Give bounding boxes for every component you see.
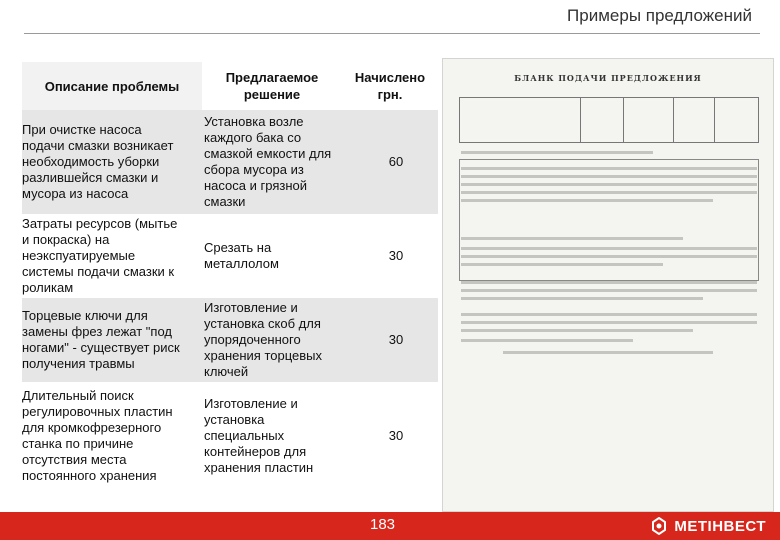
form-text-line — [461, 183, 757, 186]
solution-cell: Установка возле каждого бака со смазкой емкости для сбора мусора из насоса и грязной смазки — [204, 114, 332, 209]
form-text-line — [461, 175, 757, 178]
table-row — [22, 298, 438, 382]
form-header-cell — [674, 98, 714, 142]
form-text-line — [503, 351, 713, 354]
problem-cell: При очистке насоса подачи смазки возникает необходимость уборки разлившейся смазки и мусора из насоса — [22, 122, 174, 201]
table-row — [22, 110, 438, 214]
form-text-line — [461, 167, 757, 170]
solution-cell: Изготовление и установка специальных контейнеров для хранения пластин — [204, 396, 314, 475]
form-text-line — [461, 281, 757, 284]
form-title: БЛАНК ПОДАЧИ ПРЕДЛОЖЕНИЯ — [514, 73, 702, 83]
amount-cell: 30 — [388, 332, 404, 347]
amount-cell: 30 — [388, 248, 404, 263]
slide-title: Примеры предложений — [567, 6, 752, 25]
form-text-line — [461, 329, 693, 332]
form-header-cell — [460, 98, 581, 142]
table-row — [22, 384, 438, 488]
form-text-line — [461, 237, 683, 240]
brand-name: МЕТІНВЕСТ — [674, 517, 766, 535]
amount-cell: 60 — [388, 154, 404, 169]
form-text-line — [461, 313, 757, 316]
form-text-line — [461, 151, 653, 154]
amount-cell: 30 — [388, 428, 404, 443]
form-text-line — [461, 321, 757, 324]
form-text-line — [461, 255, 757, 258]
brand-mark-icon — [650, 517, 668, 535]
form-text-line — [461, 297, 703, 300]
form-header-cell — [715, 98, 758, 142]
form-header-cell — [624, 98, 674, 142]
col-header-problem: Описание проблемы — [22, 62, 202, 110]
solution-cell: Срезать на металлолом — [204, 240, 279, 271]
form-header-table — [459, 97, 759, 143]
scanned-proposal-form — [442, 58, 774, 512]
col-header-amount: Начислено грн. — [342, 62, 438, 110]
problem-cell: Затраты ресурсов (мытье и покраска) на неэкспуатируемые системы подачи смазки к роликам — [22, 216, 178, 295]
form-text-line — [461, 263, 663, 266]
form-text-line — [461, 199, 713, 202]
title-divider — [24, 33, 760, 34]
page-number: 183 — [370, 516, 396, 533]
table-row — [22, 214, 438, 298]
form-text-line — [461, 339, 633, 342]
brand-logo — [650, 517, 766, 535]
footer-bar — [0, 512, 780, 540]
form-header-cell — [581, 98, 623, 142]
col-header-solution: Предлагаемое решение — [202, 62, 342, 110]
solution-cell: Изготовление и установка скоб для упорядоченного хранения торцевых ключей — [204, 300, 323, 379]
form-text-line — [461, 191, 757, 194]
form-text-line — [461, 247, 757, 250]
problem-cell: Торцевые ключи для замены фрез лежат "под ногами" - существует риск получения травмы — [22, 308, 180, 371]
form-text-line — [461, 289, 757, 292]
problem-cell: Длительный поиск регулировочных пластин для кромкофрезерного станка по причине отсутствия места постоянного хранения — [22, 388, 173, 483]
